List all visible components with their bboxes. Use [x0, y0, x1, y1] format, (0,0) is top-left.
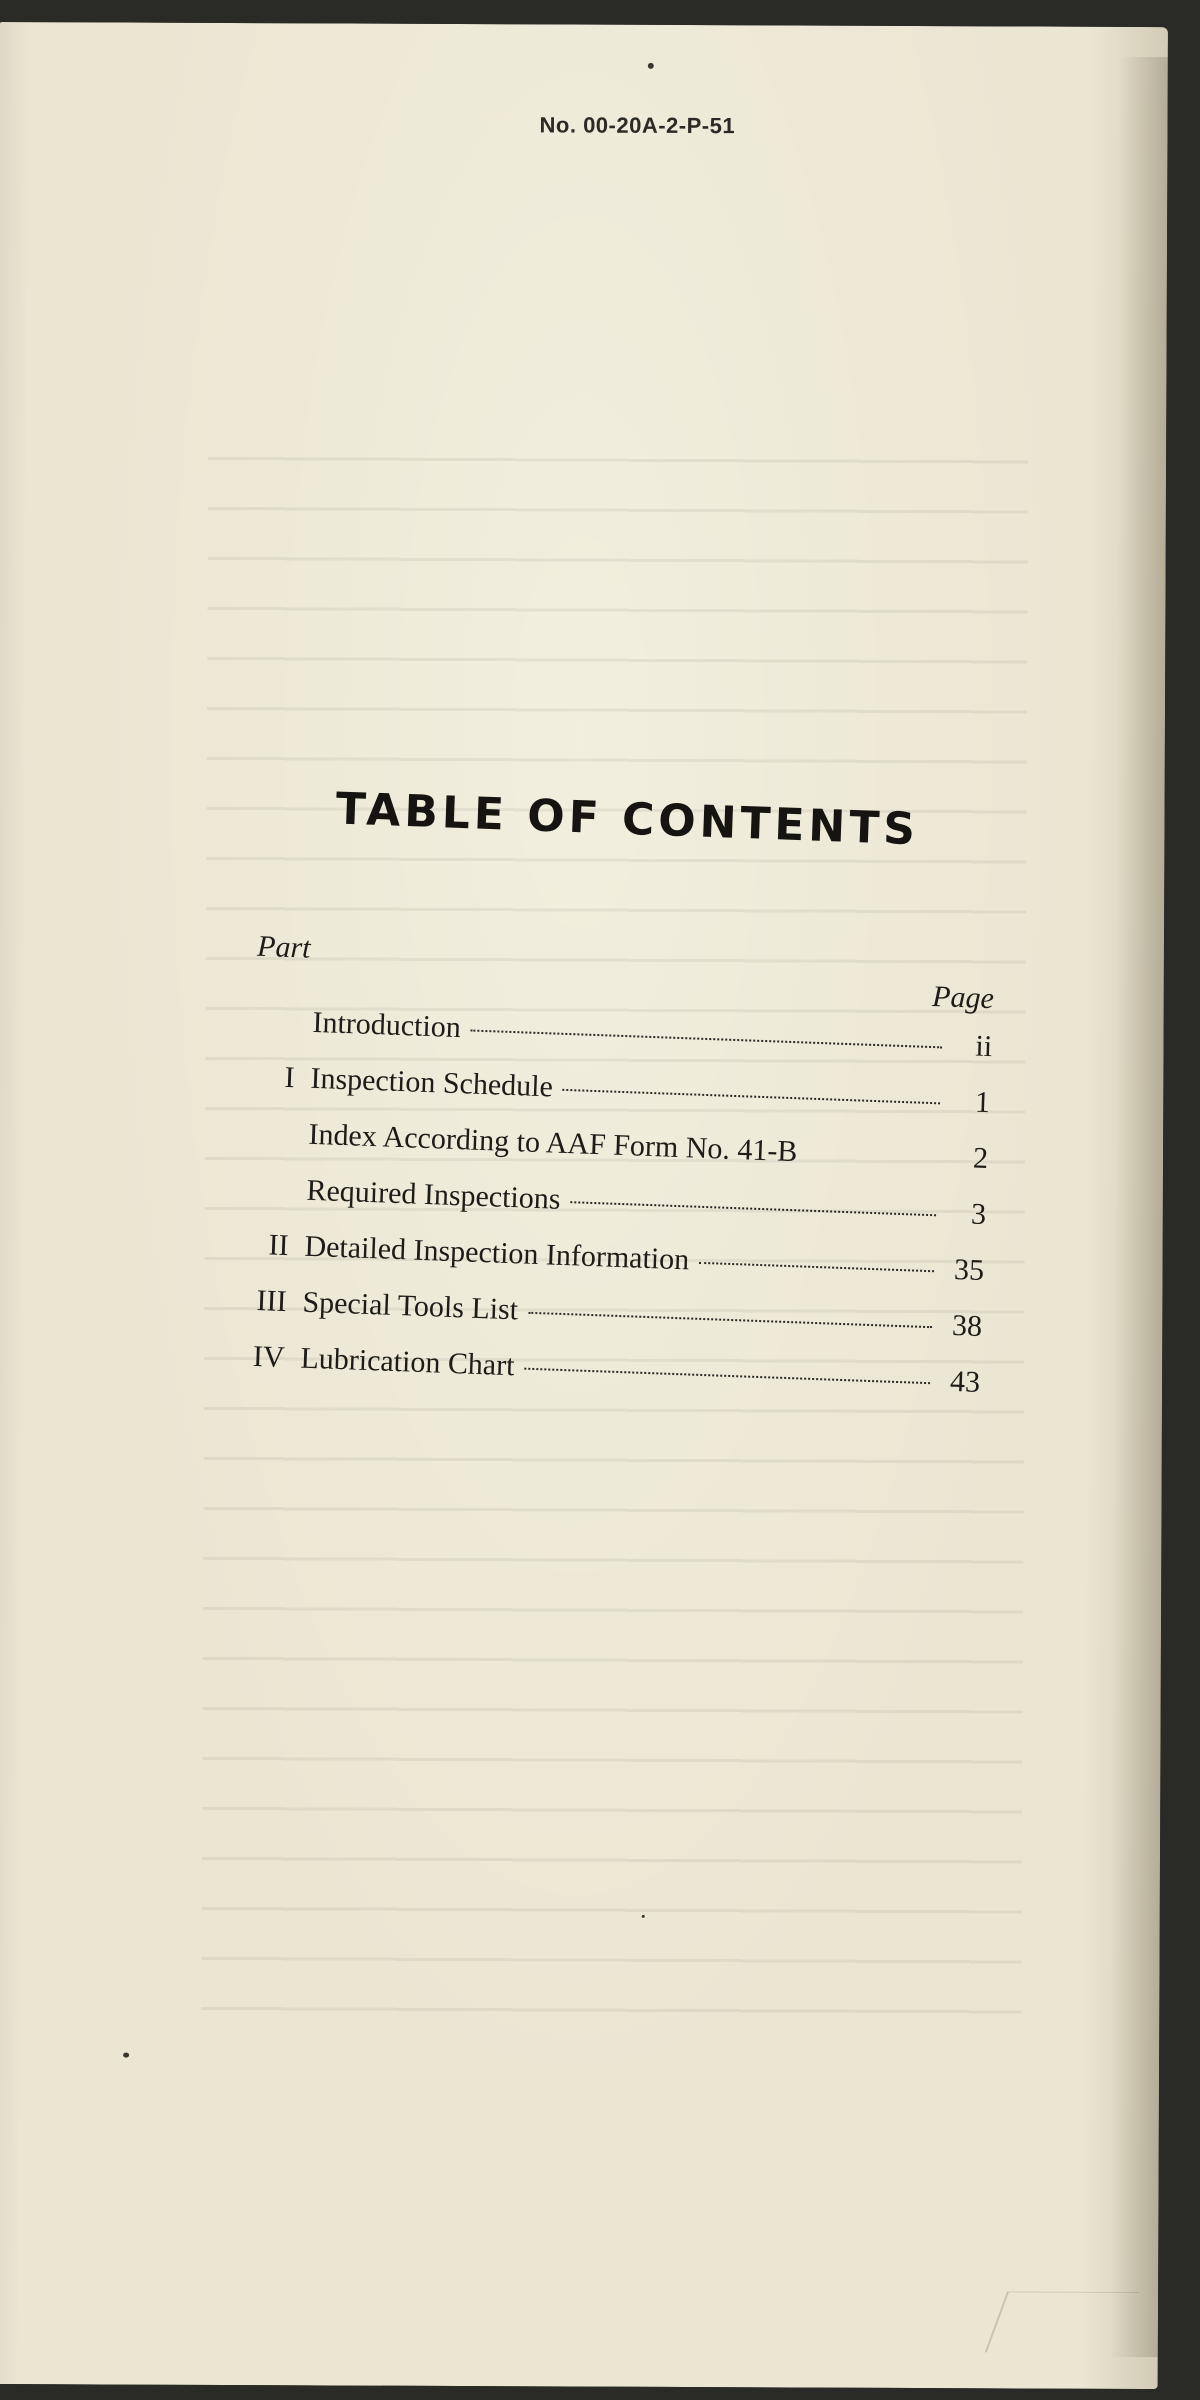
toc-part-number: II	[268, 1228, 290, 1263]
toc-entry-title: Special Tools List	[301, 1285, 519, 1327]
dot-leader	[528, 1312, 932, 1328]
ink-speck	[123, 2053, 129, 2058]
page-corner-crease	[985, 2291, 1139, 2352]
dot-leader	[524, 1368, 930, 1385]
toc-part-number	[232, 1029, 312, 1032]
part-column-heading: Part	[256, 929, 312, 965]
toc-page-number: 2	[972, 1141, 989, 1176]
page-column-heading: Page	[931, 979, 995, 1016]
toc-page-number: 1	[974, 1085, 991, 1120]
dot-leader	[563, 1089, 940, 1105]
toc-entry-title: Lubrication Chart	[299, 1341, 516, 1383]
dot-leader	[570, 1201, 936, 1216]
ink-speck	[642, 1915, 645, 1918]
toc-entry-title: Index According to AAF Form No. 41-B	[307, 1117, 798, 1169]
toc-part-number: III	[256, 1284, 288, 1319]
toc-page-number: 35	[953, 1252, 985, 1288]
toc-entry-title: Detailed Inspection Information	[303, 1229, 690, 1277]
toc-page-number: ii	[974, 1029, 993, 1064]
ink-speck	[648, 63, 654, 69]
toc-page-number: 3	[970, 1197, 987, 1232]
toc-entry-title: Introduction	[311, 1005, 462, 1045]
toc-part-number	[228, 1141, 308, 1144]
toc-entry-title: Inspection Schedule	[309, 1061, 554, 1104]
table-of-contents	[217, 923, 1025, 1471]
toc-part-number	[226, 1197, 306, 1200]
dot-leader	[699, 1262, 934, 1272]
toc-entry-title: Required Inspections	[305, 1173, 562, 1216]
document-page	[0, 22, 1168, 2389]
page-title: TABLE OF CONTENTS	[334, 783, 920, 856]
dot-leader	[471, 1030, 942, 1049]
toc-page-number: 43	[949, 1364, 981, 1399]
toc-part-number: I	[283, 1060, 296, 1095]
toc-part-number: IV	[252, 1339, 286, 1375]
document-number: No. 00-20A-2-P-51	[539, 112, 736, 139]
dot-leader	[807, 1156, 938, 1161]
toc-page-number: 38	[951, 1308, 983, 1343]
